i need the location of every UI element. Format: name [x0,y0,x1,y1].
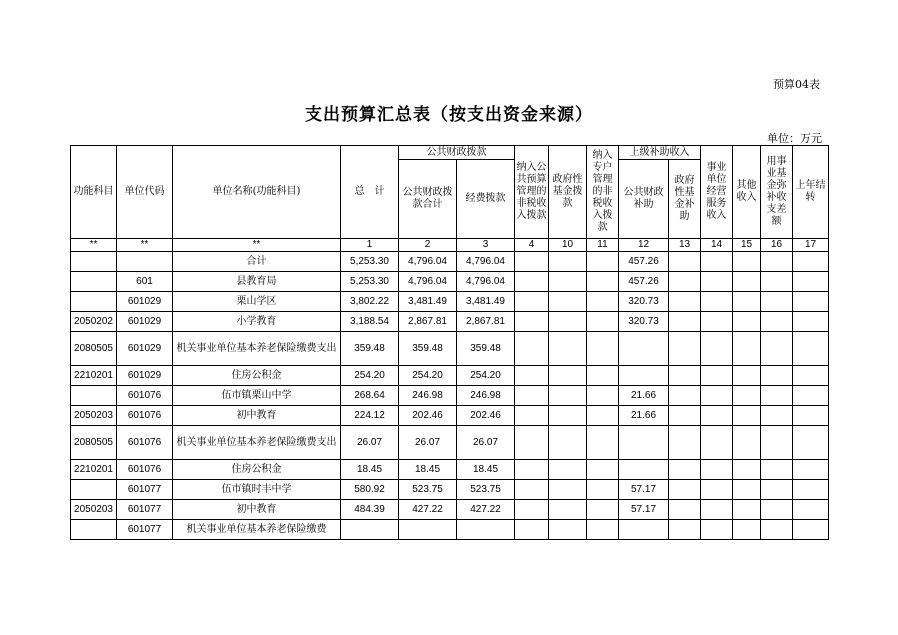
table-row [71,460,829,480]
cell-empty [761,332,793,366]
cell-expense-allocation: 2,867.81 [457,312,515,332]
cell-empty [549,272,587,292]
cell-func-subject: 2050202 [71,312,117,332]
cell-empty [549,386,587,406]
cell-empty [761,406,793,426]
column-number: ** [117,239,173,252]
cell-empty [793,386,829,406]
cell-empty [515,252,549,272]
cell-empty [761,386,793,406]
cell-empty [733,332,761,366]
cell-empty [549,366,587,386]
cell-empty [793,520,829,540]
cell-empty [587,406,619,426]
header-superior-subsidy: 上级补助收入 [619,146,701,160]
column-number: 3 [457,239,515,252]
table-row [71,312,829,332]
cell-empty [761,312,793,332]
header-nontax-special: 纳入专户管理的非税收入拨款 [587,146,619,239]
cell-expense-allocation: 4,796.04 [457,272,515,292]
cell-unit-code: 601029 [117,292,173,312]
cell-total: 359.48 [341,332,399,366]
cell-empty [733,272,761,292]
cell-empty [761,520,793,540]
cell-empty [701,500,733,520]
unit-label: 单位：万元 [767,132,822,145]
table-row [71,500,829,520]
table-header [71,146,829,252]
cell-empty [793,272,829,292]
cell-empty [733,480,761,500]
cell-public-finance-total: 4,796.04 [399,252,457,272]
column-number: 4 [515,239,549,252]
column-number: 10 [549,239,587,252]
column-number: ** [173,239,341,252]
cell-empty [587,332,619,366]
cell-total: 268.64 [341,386,399,406]
header-gov-fund: 政府性基金拨款 [549,146,587,239]
cell-empty [549,292,587,312]
cell-expense-allocation: 202.46 [457,406,515,426]
cell-func-subject [71,520,117,540]
cell-empty [793,406,829,426]
header-expense-allocation: 经费拨款 [457,160,515,239]
cell-empty [515,520,549,540]
cell-total: 18.45 [341,460,399,480]
cell-func-subject: 2080505 [71,426,117,460]
cell-public-finance-subsidy: 457.26 [619,272,669,292]
cell-empty [701,460,733,480]
header-prior-year: 上年结转 [793,146,829,239]
cell-empty [761,252,793,272]
cell-empty [701,480,733,500]
header-unit-name: 单位名称(功能科目) [173,146,341,239]
cell-empty [669,272,701,292]
cell-empty [669,460,701,480]
column-number: 11 [587,239,619,252]
cell-expense-allocation: 254.20 [457,366,515,386]
cell-public-finance-total: 202.46 [399,406,457,426]
cell-empty [587,426,619,460]
cell-unit-name: 初中教育 [173,500,341,520]
cell-func-subject: 2210201 [71,460,117,480]
cell-expense-allocation: 18.45 [457,460,515,480]
header-func-subject: 功能科目 [71,146,117,239]
cell-expense-allocation: 26.07 [457,426,515,460]
cell-unit-code: 601077 [117,520,173,540]
cell-public-finance-total: 4,796.04 [399,272,457,292]
cell-empty [761,426,793,460]
cell-empty [733,312,761,332]
cell-public-finance-subsidy [619,460,669,480]
cell-unit-code: 601076 [117,426,173,460]
cell-empty [793,480,829,500]
cell-public-finance-subsidy [619,520,669,540]
cell-empty [549,406,587,426]
cell-empty [761,366,793,386]
column-number-row [71,239,829,252]
cell-unit-name: 伍市镇栗山中学 [173,386,341,406]
cell-empty [515,460,549,480]
cell-unit-name: 机关事业单位基本养老保险缴费支出 [173,426,341,460]
cell-func-subject [71,292,117,312]
cell-unit-name: 合计 [173,252,341,272]
cell-unit-name: 栗山学区 [173,292,341,312]
cell-empty [701,366,733,386]
cell-unit-name: 伍市镇时丰中学 [173,480,341,500]
header-nontax-budget: 纳入公共预算管理的非税收入拨款 [515,146,549,239]
cell-empty [515,292,549,312]
cell-unit-name: 机关事业单位基本养老保险缴费 [173,520,341,540]
cell-empty [549,520,587,540]
cell-total: 3,802.22 [341,292,399,312]
cell-expense-allocation [457,520,515,540]
cell-empty [793,312,829,332]
cell-empty [587,252,619,272]
cell-empty [761,292,793,312]
cell-public-finance-subsidy: 457.26 [619,252,669,272]
header-total: 总 计 [341,146,399,239]
cell-total: 580.92 [341,480,399,500]
cell-empty [549,426,587,460]
cell-empty [733,252,761,272]
cell-empty [701,312,733,332]
cell-empty [701,426,733,460]
page-title: 支出预算汇总表（按支出资金来源） [305,105,593,125]
table-row [71,272,829,292]
cell-func-subject: 2050203 [71,406,117,426]
cell-unit-code: 601029 [117,332,173,366]
column-number: 1 [341,239,399,252]
cell-unit-code: 601076 [117,460,173,480]
cell-empty [515,312,549,332]
cell-total [341,520,399,540]
cell-func-subject [71,386,117,406]
cell-expense-allocation: 3,481.49 [457,292,515,312]
cell-expense-allocation: 523.75 [457,480,515,500]
table-row [71,386,829,406]
column-number: 17 [793,239,829,252]
cell-public-finance-subsidy: 21.66 [619,386,669,406]
cell-empty [793,332,829,366]
table-row [71,480,829,500]
cell-public-finance-total: 2,867.81 [399,312,457,332]
cell-public-finance-total [399,520,457,540]
cell-empty [587,500,619,520]
cell-empty [515,480,549,500]
cell-unit-name: 初中教育 [173,406,341,426]
cell-empty [515,366,549,386]
cell-empty [701,406,733,426]
cell-empty [587,520,619,540]
cell-empty [793,426,829,460]
header-unit-code: 单位代码 [117,146,173,239]
form-number: 预算04表 [773,78,820,91]
table-row [71,520,829,540]
table-row [71,332,829,366]
cell-total: 26.07 [341,426,399,460]
cell-empty [549,332,587,366]
cell-empty [587,292,619,312]
cell-empty [733,386,761,406]
cell-empty [793,366,829,386]
cell-public-finance-subsidy [619,332,669,366]
table-row [71,252,829,272]
cell-public-finance-total: 254.20 [399,366,457,386]
cell-empty [701,272,733,292]
cell-empty [761,500,793,520]
cell-empty [515,500,549,520]
cell-empty [587,312,619,332]
cell-public-finance-total: 359.48 [399,332,457,366]
cell-func-subject: 2210201 [71,366,117,386]
cell-empty [733,520,761,540]
cell-total: 254.20 [341,366,399,386]
cell-empty [761,272,793,292]
cell-total: 5,253.30 [341,272,399,292]
cell-expense-allocation: 359.48 [457,332,515,366]
cell-empty [549,500,587,520]
cell-unit-code: 601076 [117,406,173,426]
cell-empty [669,500,701,520]
column-number: 14 [701,239,733,252]
cell-empty [701,252,733,272]
cell-public-finance-total: 26.07 [399,426,457,460]
header-business-income: 事业单位经营服务收入 [701,146,733,239]
cell-public-finance-subsidy: 57.17 [619,480,669,500]
cell-empty [549,312,587,332]
cell-empty [587,386,619,406]
cell-empty [793,252,829,272]
cell-total: 5,253.30 [341,252,399,272]
cell-empty [587,272,619,292]
cell-public-finance-total: 427.22 [399,500,457,520]
cell-empty [549,460,587,480]
cell-empty [701,386,733,406]
cell-empty [669,292,701,312]
cell-empty [515,386,549,406]
cell-unit-name: 机关事业单位基本养老保险缴费支出 [173,332,341,366]
cell-empty [733,292,761,312]
cell-unit-name: 住房公积金 [173,366,341,386]
cell-expense-allocation: 427.22 [457,500,515,520]
cell-empty [761,480,793,500]
cell-unit-name: 县教育局 [173,272,341,292]
cell-unit-code: 601029 [117,366,173,386]
cell-empty [793,460,829,480]
header-public-finance-subsidy: 公共财政补助 [619,160,669,239]
table-row [71,292,829,312]
table-row [71,426,829,460]
cell-empty [733,460,761,480]
cell-empty [669,252,701,272]
cell-empty [733,366,761,386]
cell-empty [515,332,549,366]
cell-unit-name: 小学教育 [173,312,341,332]
cell-empty [701,292,733,312]
cell-empty [515,272,549,292]
column-number: 2 [399,239,457,252]
cell-unit-code: 601077 [117,480,173,500]
cell-unit-code: 601076 [117,386,173,406]
cell-empty [515,426,549,460]
cell-public-finance-subsidy: 57.17 [619,500,669,520]
cell-empty [587,480,619,500]
cell-empty [669,386,701,406]
header-public-finance: 公共财政拨款 [399,146,515,160]
cell-expense-allocation: 246.98 [457,386,515,406]
header-public-finance-total: 公共财政拨款合计 [399,160,457,239]
cell-public-finance-total: 523.75 [399,480,457,500]
cell-unit-code [117,252,173,272]
table-body [71,252,829,540]
header-fund-balance: 用事业基金弥补收支差额 [761,146,793,239]
cell-empty [701,332,733,366]
cell-public-finance-subsidy: 320.73 [619,312,669,332]
table-row [71,366,829,386]
cell-total: 224.12 [341,406,399,426]
cell-public-finance-total: 18.45 [399,460,457,480]
cell-empty [515,406,549,426]
header-other-income: 其他收入 [733,146,761,239]
cell-empty [669,332,701,366]
cell-empty [793,500,829,520]
cell-empty [761,460,793,480]
cell-empty [669,480,701,500]
cell-total: 484.39 [341,500,399,520]
cell-public-finance-subsidy: 21.66 [619,406,669,426]
cell-func-subject [71,480,117,500]
cell-empty [793,292,829,312]
cell-empty [733,500,761,520]
cell-unit-code: 601077 [117,500,173,520]
table-row [71,406,829,426]
cell-total: 3,188.54 [341,312,399,332]
cell-public-finance-subsidy [619,426,669,460]
cell-empty [549,480,587,500]
cell-public-finance-subsidy [619,366,669,386]
cell-func-subject: 2050203 [71,500,117,520]
cell-func-subject: 2080505 [71,332,117,366]
cell-func-subject [71,272,117,292]
cell-empty [587,460,619,480]
cell-empty [733,406,761,426]
column-number: ** [71,239,117,252]
column-number: 12 [619,239,669,252]
column-number: 13 [669,239,701,252]
cell-public-finance-subsidy: 320.73 [619,292,669,312]
cell-expense-allocation: 4,796.04 [457,252,515,272]
cell-public-finance-total: 3,481.49 [399,292,457,312]
cell-empty [587,366,619,386]
cell-empty [669,406,701,426]
cell-empty [669,312,701,332]
header-gov-fund-subsidy: 政府性基金补助 [669,160,701,239]
cell-unit-code: 601 [117,272,173,292]
cell-empty [549,252,587,272]
cell-empty [701,520,733,540]
cell-unit-code: 601029 [117,312,173,332]
cell-empty [669,426,701,460]
column-number: 16 [761,239,793,252]
cell-empty [733,426,761,460]
cell-empty [669,520,701,540]
cell-public-finance-total: 246.98 [399,386,457,406]
budget-table [70,145,829,540]
cell-func-subject [71,252,117,272]
column-number: 15 [733,239,761,252]
cell-empty [669,366,701,386]
cell-unit-name: 住房公积金 [173,460,341,480]
